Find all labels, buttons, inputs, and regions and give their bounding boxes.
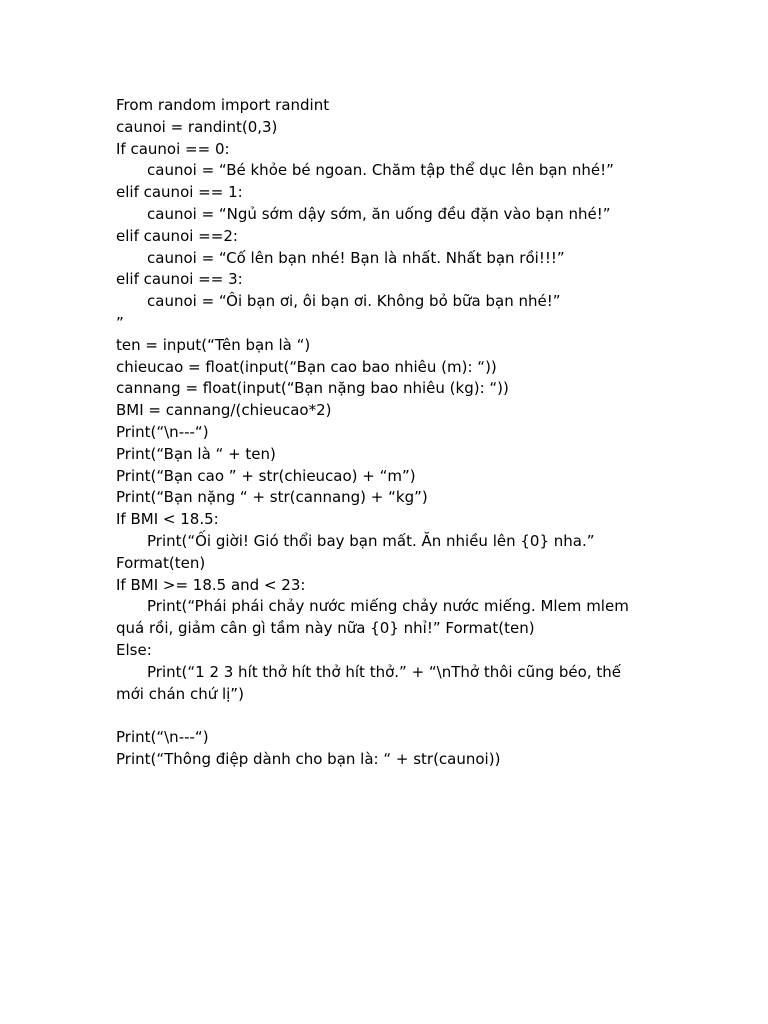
code-line: Print(“Bạn nặng “ + str(cannang) + “kg”): [116, 488, 428, 507]
code-line: If BMI < 18.5:: [116, 510, 219, 529]
code-line: Print(“\n---“): [116, 422, 209, 441]
code-text-body: [116, 95, 656, 771]
code-line: BMI = cannang/(chieucao*2): [116, 401, 332, 420]
code-line: caunoi = “Bé khỏe bé ngoan. Chăm tập thể dục lên bạn nhé!”: [147, 161, 614, 180]
code-line: chieucao = float(input(“Bạn cao bao nhiêu (m): “)): [116, 357, 497, 376]
code-line: Print(“Ối giời! Gió thổi bay bạn mất. Ăn nhiều lên {0} nha.”: [147, 531, 595, 550]
code-line: If caunoi == 0:: [116, 139, 230, 158]
code-line: Print(“Bạn cao ” + str(chieucao) + “m”): [116, 466, 416, 485]
code-line: elif caunoi ==2:: [116, 226, 238, 245]
code-line: ”: [116, 313, 124, 332]
code-line: Print(“Thông điệp dành cho bạn là: “ + str(caunoi)): [116, 749, 501, 768]
code-line: caunoi = “Ôi bạn ơi, ôi bạn ơi. Không bỏ bữa bạn nhé!”: [147, 292, 561, 311]
code-line: cannang = float(input(“Bạn nặng bao nhiêu (kg): “)): [116, 379, 509, 398]
code-line: ten = input(“Tên bạn là “): [116, 335, 311, 354]
code-line: Else:: [116, 640, 152, 659]
code-line: Format(ten): [116, 553, 206, 572]
code-line: caunoi = randint(0,3): [116, 117, 278, 136]
code-line: Print(“Phái phái chảy nước miếng chảy nước miếng. Mlem mlem: [147, 597, 629, 616]
code-line: elif caunoi == 1:: [116, 183, 243, 202]
code-line: elif caunoi == 3:: [116, 270, 243, 289]
code-line: If BMI >= 18.5 and < 23:: [116, 575, 306, 594]
code-line: Print(“1 2 3 hít thở hít thở hít thở.” + “\nThở thôi cũng béo, thế: [147, 662, 621, 681]
blank-line: [116, 705, 656, 727]
code-line: caunoi = “Cố lên bạn nhé! Bạn là nhất. Nhất bạn rồi!!!”: [147, 248, 565, 267]
code-line: mới chán chứ lị”): [116, 684, 244, 703]
code-line: Print(“\n---“): [116, 728, 209, 747]
code-line: Print(“Bạn là “ + ten): [116, 444, 276, 463]
code-line: From random import randint: [116, 96, 330, 114]
code-line: quá rồi, giảm cân gì tầm này nữa {0} nhỉ!” Format(ten): [116, 619, 535, 638]
code-line: caunoi = “Ngủ sớm dậy sớm, ăn uống đều đặn vào bạn nhé!”: [147, 204, 611, 223]
